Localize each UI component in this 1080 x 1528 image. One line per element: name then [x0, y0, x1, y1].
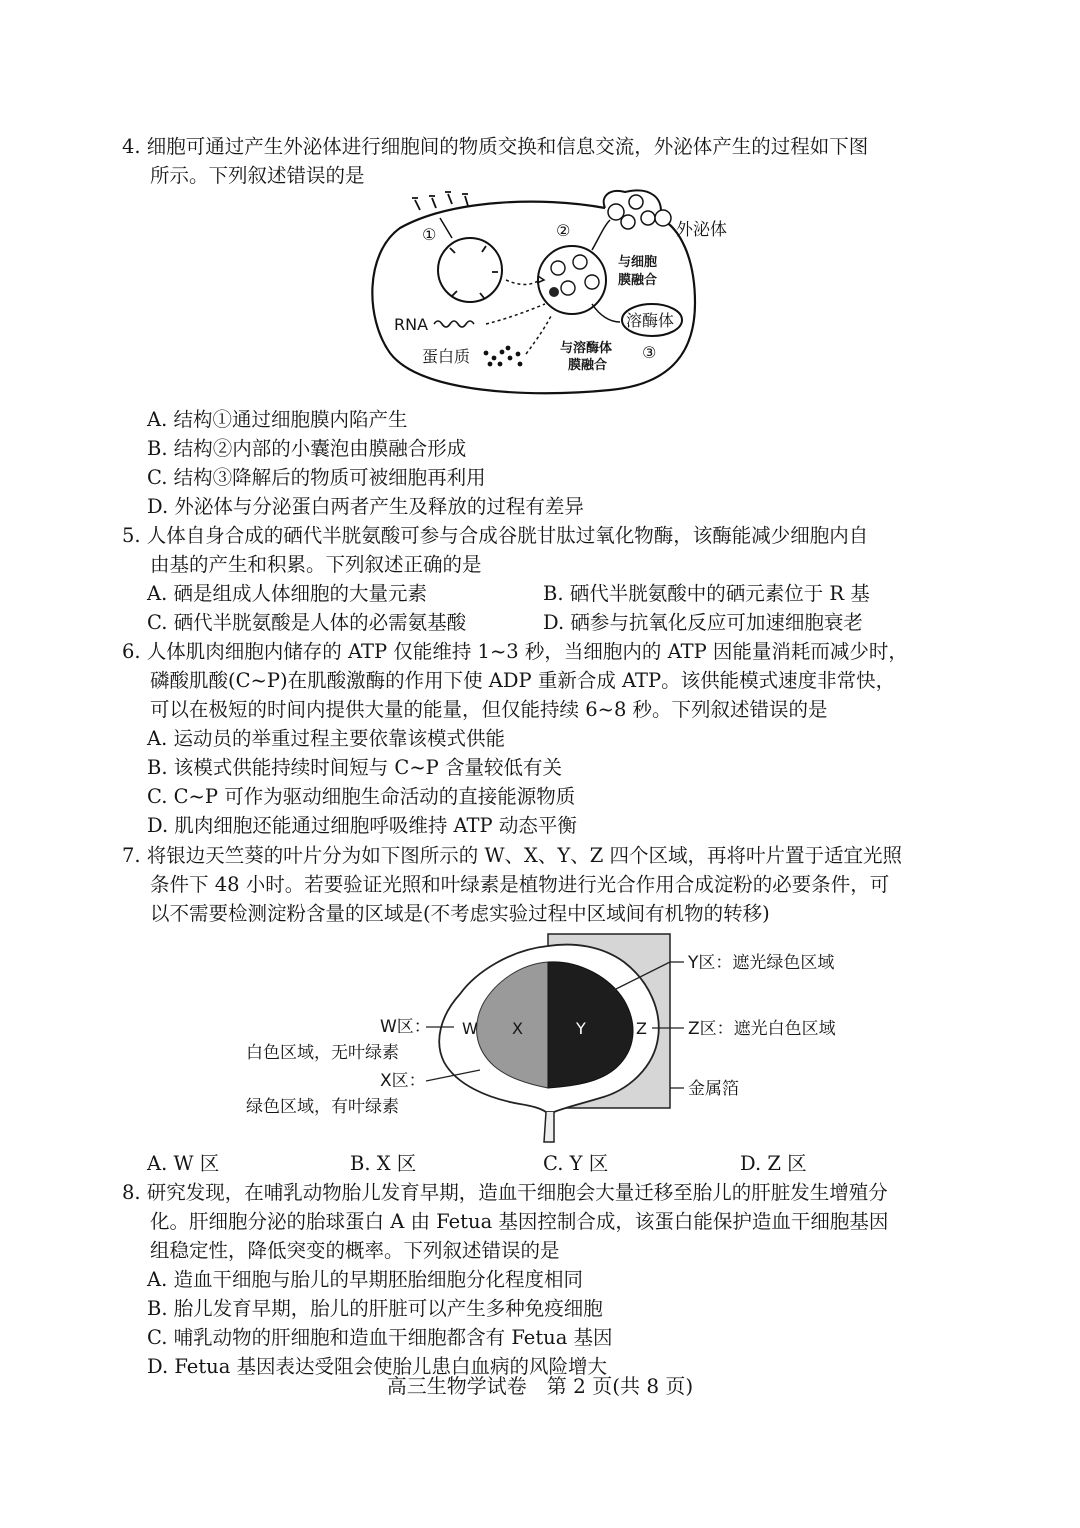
mark-y: Y	[576, 1019, 586, 1038]
rna-strand	[434, 321, 474, 327]
q7-stem-line2: 条件下 48 小时。若要验证光照和叶绿素是植物进行光合作用合成淀粉的必要条件，可	[150, 873, 890, 896]
q7-option-d[interactable]: D. Z 区	[740, 1152, 807, 1175]
label-lysosome: 溶酶体	[626, 311, 675, 330]
label-circle-3: ③	[642, 343, 657, 362]
label-w-head: W区：	[380, 1017, 431, 1037]
q5-option-b[interactable]: B. 硒代半胱氨酸中的硒元素位于 R 基	[543, 582, 870, 605]
label-w-desc: 白色区域，无叶绿素	[246, 1043, 399, 1063]
q6-option-c[interactable]: C. C~P 可作为驱动细胞生命活动的直接能源物质	[147, 785, 576, 808]
q5-option-a[interactable]: A. 硒是组成人体细胞的大量元素	[147, 582, 427, 605]
q7-option-b[interactable]: B. X 区	[350, 1152, 417, 1175]
label-circle-2: ②	[556, 221, 571, 240]
q8-stem-line2: 化。肝细胞分泌的胎球蛋白 A 由 Fetua 基因控制合成，该蛋白能保护造血干细胞基因	[150, 1210, 889, 1233]
q8-option-a[interactable]: A. 造血干细胞与胎儿的早期胚胎细胞分化程度相同	[147, 1268, 583, 1291]
q6-stem-line1: 6. 人体肌肉细胞内储存的 ATP 仅能维持 1~3 秒，当细胞内的 ATP 因能量消耗而减少时，	[122, 640, 908, 663]
q7-option-a[interactable]: A. W 区	[147, 1152, 220, 1175]
q4-option-a[interactable]: A. 结构①通过细胞膜内陷产生	[147, 408, 408, 431]
q5-stem-line1: 5. 人体自身合成的硒代半胱氨酸可参与合成谷胱甘肽过氧化物酶，该酶能减少细胞内自	[122, 524, 869, 547]
label-z: Z区：遮光白色区域	[688, 1019, 836, 1039]
structure-2-mvb	[538, 246, 606, 314]
leaf-petiole	[544, 1112, 554, 1142]
page-footer: 高三生物学试卷 第 2 页(共 8 页)	[386, 1374, 694, 1398]
protein-dots	[484, 346, 523, 367]
cell-membrane	[372, 202, 695, 394]
label-exosome: 外泌体	[676, 220, 727, 240]
q7-stem-line1: 7. 将银边天竺葵的叶片分为如下图所示的 W、X、Y、Z 四个区域，再将叶片置于适宜光照	[122, 844, 903, 867]
label-fuse-lysosome-1: 与溶酶体	[560, 341, 613, 356]
mark-x: X	[512, 1019, 523, 1038]
q4-option-b[interactable]: B. 结构②内部的小囊泡由膜融合形成	[147, 437, 467, 460]
label-fuse-membrane-2: 膜融合	[618, 273, 658, 288]
q8-option-d[interactable]: D. Fetua 基因表达受阻会使胎儿患白血病的风险增大	[147, 1355, 608, 1378]
q8-stem-line1: 8. 研究发现，在哺乳动物胎儿发育早期，造血干细胞会大量迁移至胎儿的肝脏发生增殖分	[122, 1181, 888, 1204]
label-fuse-lysosome-2: 膜融合	[568, 358, 608, 373]
q5-stem-line2: 由基的产生和积累。下列叙述正确的是	[150, 553, 482, 576]
label-x-head: X区：	[380, 1071, 426, 1091]
q4-stem-line1: 4. 细胞可通过产生外泌体进行细胞间的物质交换和信息交流，外泌体产生的过程如下图	[122, 135, 869, 158]
label-rna: RNA	[394, 315, 429, 334]
q7-option-c[interactable]: C. Y 区	[543, 1152, 609, 1175]
q6-option-a[interactable]: A. 运动员的举重过程主要依靠该模式供能	[147, 727, 505, 750]
q5-option-d[interactable]: D. 硒参与抗氧化反应可加速细胞衰老	[543, 611, 863, 634]
q8-option-c[interactable]: C. 哺乳动物的肝细胞和造血干细胞都含有 Fetua 基因	[147, 1326, 613, 1349]
q6-stem-line3: 可以在极短的时间内提供大量的能量，但仅能持续 6~8 秒。下列叙述错误的是	[150, 698, 828, 721]
exosome-diagram	[360, 188, 760, 403]
q6-option-b[interactable]: B. 该模式供能持续时间短与 C~P 含量较低有关	[147, 756, 563, 779]
mark-w: W	[462, 1019, 478, 1038]
leaf-diagram	[240, 932, 880, 1146]
mark-z: Z	[636, 1019, 647, 1038]
q4-option-d[interactable]: D. 外泌体与分泌蛋白两者产生及释放的过程有差异	[147, 495, 584, 518]
label-foil: 金属箔	[688, 1079, 739, 1099]
q5-option-c[interactable]: C. 硒代半胱氨酸是人体的必需氨基酸	[147, 611, 467, 634]
q7-stem-line3: 以不需要检测淀粉含量的区域是(不考虑实验过程中区域间有机物的转移)	[150, 902, 770, 925]
q6-option-d[interactable]: D. 肌肉细胞还能通过细胞呼吸维持 ATP 动态平衡	[147, 814, 577, 837]
q8-stem-line3: 组稳定性，降低突变的概率。下列叙述错误的是	[150, 1239, 560, 1262]
q8-option-b[interactable]: B. 胎儿发育早期，胎儿的肝脏可以产生多种免疫细胞	[147, 1297, 603, 1320]
structure-1-endosome	[438, 238, 502, 302]
label-x-desc: 绿色区域，有叶绿素	[246, 1097, 399, 1117]
q4-option-c[interactable]: C. 结构③降解后的物质可被细胞再利用	[147, 466, 486, 489]
label-y: Y区：遮光绿色区域	[688, 953, 835, 973]
q6-stem-line2: 磷酸肌酸(C~P)在肌酸激酶的作用下使 ADP 重新合成 ATP。该供能模式速度非常快，	[150, 669, 896, 692]
label-fuse-membrane-1: 与细胞	[618, 255, 658, 270]
label-circle-1: ①	[422, 225, 437, 244]
q4-stem-line2: 所示。下列叙述错误的是	[150, 164, 365, 187]
label-protein: 蛋白质	[422, 347, 471, 366]
